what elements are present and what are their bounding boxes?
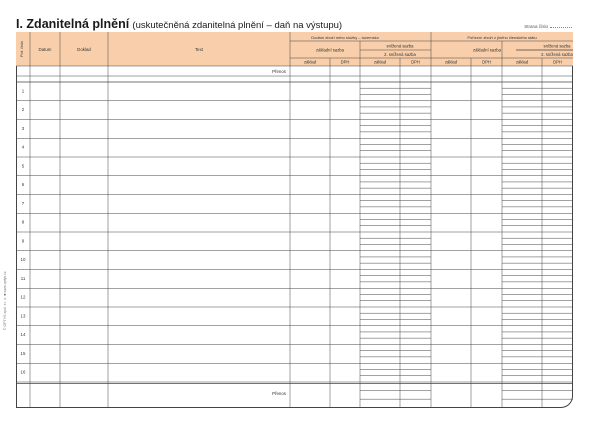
header-poradi: Poř. číslo <box>20 41 24 57</box>
header-zaklad: základ <box>515 59 529 65</box>
publisher-note: © OPTYS spol. s r. o. ■ www.optys.cz <box>3 271 7 330</box>
table-row[interactable] <box>16 157 573 176</box>
table-row[interactable] <box>16 101 573 120</box>
header-zakladni-sazba-1: základní sazba <box>316 47 344 53</box>
page-number <box>524 24 572 29</box>
header-dph: DPH <box>340 59 350 65</box>
table-row[interactable] <box>16 120 573 139</box>
header-dph: DPH <box>553 59 562 65</box>
table-row[interactable] <box>16 176 573 195</box>
title-subtitle: (uskutečněná zdanitelná plnění – daň na výstupu) <box>132 20 343 31</box>
row-number: 4 <box>21 144 25 150</box>
prenos-label-bottom: Přenos <box>272 391 286 396</box>
header-datum: Datum <box>38 47 52 52</box>
header-zaklad: základ <box>373 59 387 65</box>
table-row[interactable] <box>16 326 573 345</box>
header-text: Text <box>194 47 204 52</box>
header-2-snizena-sazba-2: 2. snížená sazba <box>541 51 573 57</box>
header-doklad: Doklad <box>77 47 91 52</box>
row-number: 15 <box>20 350 26 356</box>
header-zakladni-sazba-2: základní sazba <box>473 47 501 53</box>
table-row[interactable] <box>16 232 573 251</box>
page-number-field[interactable] <box>550 27 572 28</box>
row-number: 5 <box>21 163 25 169</box>
ledger-table <box>16 32 573 408</box>
table-row[interactable] <box>16 213 573 232</box>
header-zaklad: základ <box>303 59 317 65</box>
table-row[interactable] <box>16 288 573 307</box>
row-number: 16 <box>20 369 26 375</box>
header-2-snizena-sazba-1: 2. snížená sazba <box>384 51 416 57</box>
table-row[interactable] <box>16 138 573 157</box>
table-row[interactable] <box>16 82 573 101</box>
row-number: 8 <box>21 219 25 225</box>
header-dph: DPH <box>411 59 420 65</box>
row-number: 3 <box>21 125 25 131</box>
table-row[interactable] <box>16 270 573 289</box>
row-number: 10 <box>20 257 26 263</box>
header-zaklad: základ <box>444 59 458 65</box>
row-number: 6 <box>21 182 25 188</box>
row-number: 14 <box>20 332 26 338</box>
row-number: 13 <box>20 313 26 319</box>
page-number-label: Strana číslo <box>524 24 548 29</box>
page-title <box>16 17 342 31</box>
table-row[interactable] <box>16 195 573 214</box>
title-main: I. Zdanitelná plnění <box>16 17 130 31</box>
row-number: 12 <box>20 294 26 300</box>
row-number: 9 <box>21 238 25 244</box>
row-number: 2 <box>21 107 25 113</box>
table-row[interactable] <box>16 251 573 270</box>
row-number: 1 <box>21 88 25 94</box>
header-group-eu: Pořízení zboží z jiného členského státu <box>467 34 537 40</box>
table-row[interactable] <box>16 307 573 326</box>
table-row[interactable] <box>16 345 573 364</box>
header-dph: DPH <box>482 59 491 65</box>
row-number: 7 <box>21 200 25 206</box>
header-snizena-sazba-1: snížená sazba <box>386 43 414 49</box>
header-snizena-sazba-2: snížená sazba <box>543 43 571 49</box>
table-row[interactable] <box>16 363 573 382</box>
prenos-label-top: Přenos <box>272 69 286 74</box>
row-number: 11 <box>20 275 26 281</box>
header-group-tuzemsko: Dodání zboží nebo služby – tuzemsko <box>311 34 379 40</box>
